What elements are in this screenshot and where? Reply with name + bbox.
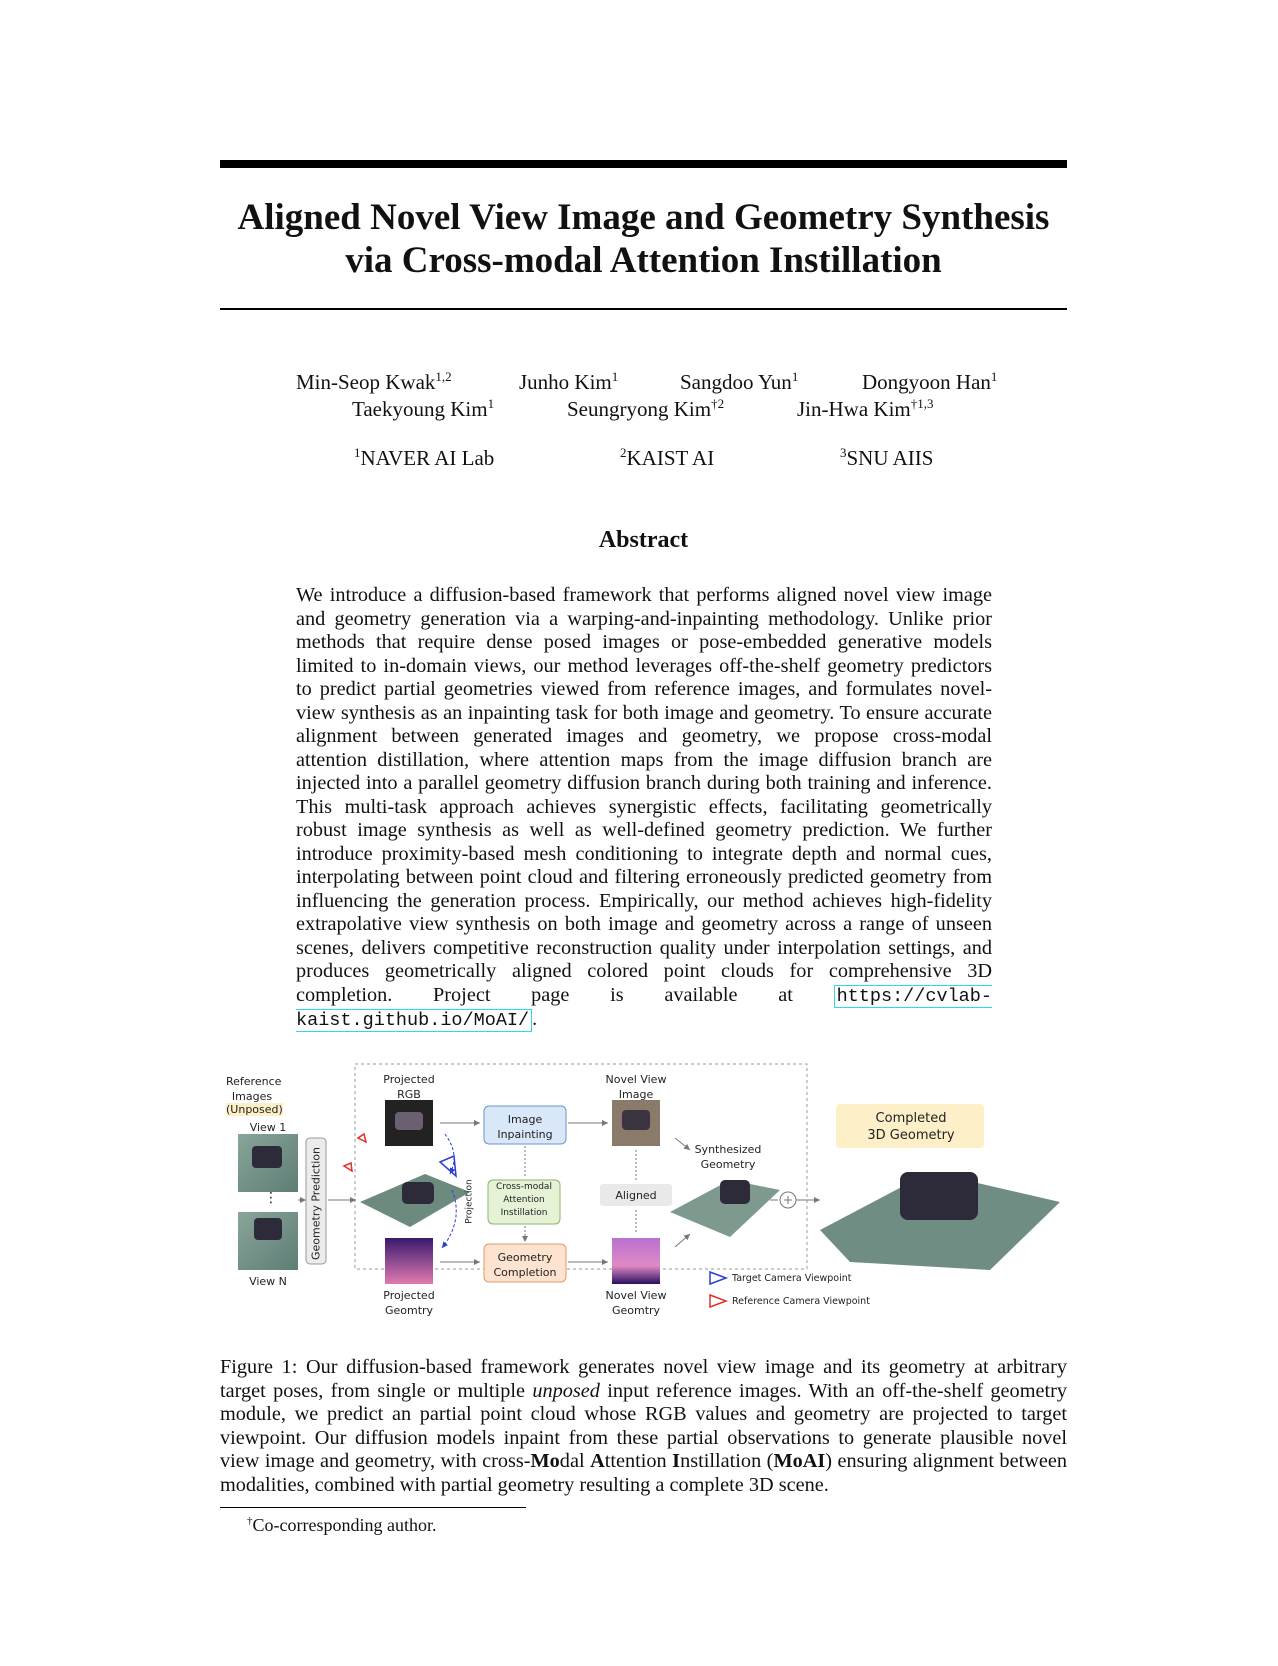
title-top-rule — [220, 160, 1067, 168]
ellipsis-vertical: ⋮ — [264, 1190, 278, 1206]
abstract-heading: Abstract — [598, 527, 689, 553]
label-reference-images: Reference Images — [226, 1075, 282, 1103]
affiliation-3: $^3$SNU AIIS — [840, 445, 934, 470]
label-reference-camera: Reference Camera Viewpoint — [732, 1296, 870, 1307]
label-projected-rgb: Projected RGB — [383, 1073, 435, 1101]
affiliation-1: $^1$NAVER AI Lab — [354, 445, 495, 470]
affiliation-2: $^2$KAIST AI — [620, 445, 715, 470]
label-target-camera: Target Camera Viewpoint — [732, 1273, 852, 1284]
title-line-2: via Cross-modal Attention Instillation — [345, 240, 942, 281]
label-novel-view-geometry: Novel View Geomtry — [605, 1289, 667, 1317]
footnote-rule — [220, 1507, 526, 1508]
project-link[interactable]: https://cvlab-kaist.github.io/MoAI/ — [296, 985, 992, 1031]
footnote: †Co-corresponding author. — [247, 1515, 437, 1535]
label-unposed: (Unposed) — [226, 1103, 283, 1116]
label-cross-modal: Cross-modal Attention Instillation — [496, 1182, 552, 1218]
label-image-inpainting: Image Inpainting — [497, 1113, 553, 1141]
label-view-n: View N — [249, 1275, 287, 1288]
projected-geometry-image — [385, 1238, 433, 1284]
legend-reference-camera-icon — [710, 1295, 726, 1307]
title-line-1: Aligned Novel View Image and Geometry Synthesis — [237, 197, 1050, 238]
legend-target-camera-icon — [710, 1272, 726, 1284]
author-4: Dongyoon Han$^1$ — [862, 369, 998, 394]
label-view-1: View 1 — [249, 1121, 287, 1134]
abstract-body: We introduce a diffusion-based framework that performs aligned novel view image and geometry generation via a warping-and-inpainting methodology. Unlike prior methods that require dense posed images or pose-embedded generative models limited to in-domain views, our method leverages off-the-shelf geometry predictors to predict partial geometries viewed from reference images, and formulates novel-view synthesis as an inpainting task for both image and geometry. To ensure accurate alignment between generated images and geometry, we propose cross-modal attention distillation, where attention maps from the image diffusion branch are injected into a parallel geometry diffusion branch during both training and inference. This multi-task approach achieves synergistic effects, facilitating geometrically robust image synthesis as well as well-defined geometry prediction. We further introduce proximity-based mesh conditioning to integrate depth and normal cues, interpolating between point cloud and filtering erroneously predicted geometry from influencing the generation process. Empirically, our method achieves high-fidelity extrapolative view synthesis on both image and geometry across a range of unseen scenes, delivers competitive reconstruction quality under interpolation settings, and produces geometrically aligned colored point clouds for comprehensive 3D completion. Project page is available at https://cvlab-kaist.github.io/MoAI/ . — [296, 584, 992, 1031]
abstract-text: We introduce a diffusion-based framework that performs aligned novel view image and geometry generation via a warping-and-inpainting methodology. Unlike prior methods that require dense posed images or pose-embedded generative models limited to in-domain views, our method leverages off-the-shelf geometry predictors to predict partial geometries viewed from reference images, and formulates novel-view synthesis as an inpainting task for both image and geometry. To ensure accurate alignment between generated images and geometry, we propose cross-modal attention distillation, where attention maps from the image diffusion branch are injected into a parallel geometry diffusion branch during both training and inference. This multi-task approach achieves synergistic effects, facilitating geometrically robust image synthesis as well as well-defined geometry prediction. We further introduce proximity-based mesh conditioning to integrate depth and normal cues, interpolating between point cloud and filtering erroneously predicted geometry from influencing the generation process. Empirically, our method achieves high-fidelity extrapolative view synthesis on both image and geometry across a range of unseen scenes, delivers competitive reconstruction quality under interpolation settings, and produces geometrically aligned colored point clouds for comprehensive 3D completion. Project page is available at — [296, 584, 992, 1006]
figure-caption: Figure 1: Our diffusion-based framework generates novel view image and its geometry at arbitrary target poses, from single or multiple unposed input reference images. With an off-the-shelf geometry module, we predict an partial point cloud whose RGB values and geometry are projected to target viewpoint. Our diffusion models inpaint from these partial observations to generate plausible novel view image and geometry, with cross-Modal Attention Instillation (MoAI) ensuring alignment between modalities, combined with partial geometry resulting a complete 3D scene. — [220, 1356, 1068, 1496]
title-bottom-rule — [220, 308, 1067, 310]
reference-camera-icon — [358, 1134, 366, 1142]
author-7: Jin-Hwa Kim$^{\dagger 1,3}$ — [797, 396, 934, 421]
label-geometry-completion: Geometry Completion — [493, 1251, 557, 1279]
author-3: Sangdoo Yun$^1$ — [680, 369, 799, 394]
label-projection: Projection — [464, 1179, 475, 1224]
author-2: Junho Kim$^1$ — [519, 369, 619, 394]
label-completed-3d-geometry: Completed 3D Geometry — [867, 1111, 955, 1143]
novel-view-geometry-image — [612, 1238, 660, 1284]
author-5: Taekyoung Kim$^1$ — [352, 396, 495, 421]
author-6: Seungryong Kim$^{\dagger 2}$ — [567, 396, 725, 421]
figure-1 — [226, 1062, 1070, 1352]
label-novel-view-image: Novel View Image — [605, 1073, 667, 1101]
label-projected-geometry: Projected Geomtry — [383, 1289, 435, 1317]
paper-title — [220, 196, 1067, 282]
label-synthesized-geometry: Synthesized Geometry — [694, 1143, 762, 1171]
label-aligned: Aligned — [615, 1189, 657, 1202]
label-geometry-prediction: Geometry Prediction — [309, 1147, 323, 1260]
author-1: Min-Seop Kwak$^{1,2}$ — [296, 369, 452, 394]
